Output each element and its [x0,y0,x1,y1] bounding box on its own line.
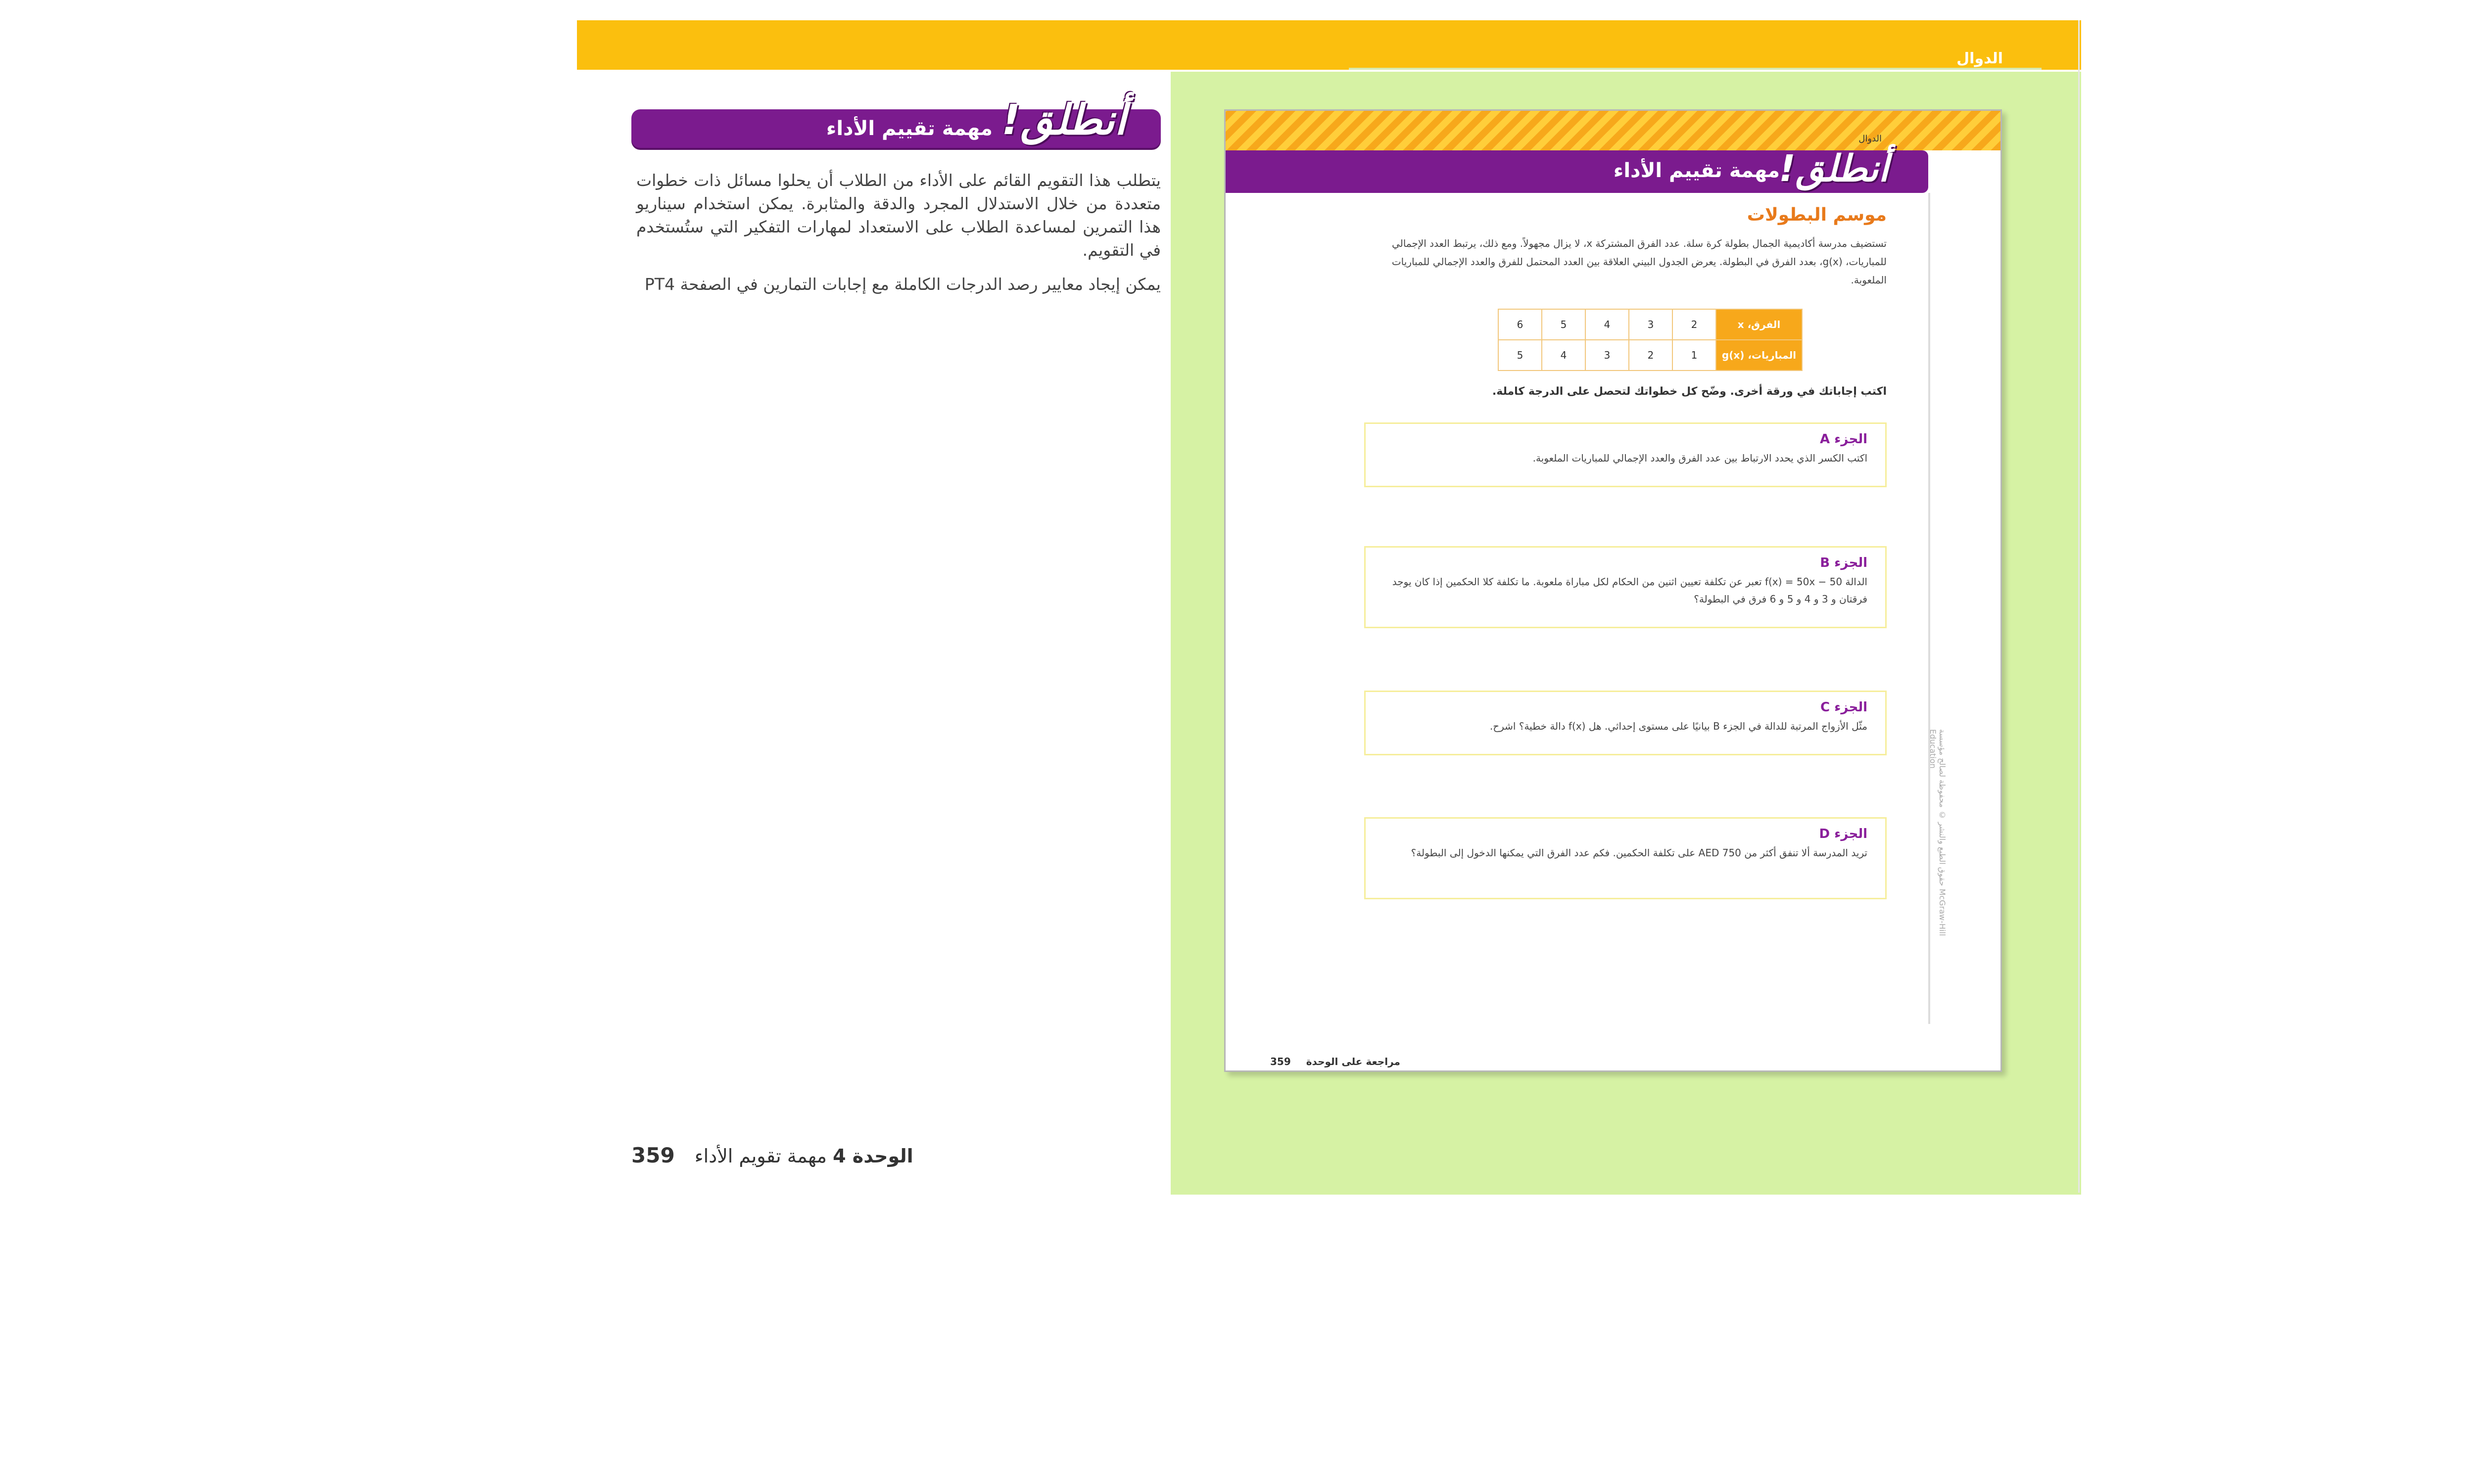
table-cell: 3 [1585,340,1629,371]
teacher-notes [636,169,1161,307]
part-text: مثّل الأزواج المرتبة للدالة في الجزء B بيانيًا على مستوى إحداثي. هل f(x) دالة خطية؟ اشرح. [1489,720,1867,732]
thumb-section-label: الدوال [1858,134,1882,144]
table-cell: 5 [1498,340,1542,371]
thumb-banner-title: مهمة تقييم الأداء [1613,159,1780,182]
stripe-header [1226,111,2000,150]
page-edge [2078,20,2080,1193]
performance-task-banner [631,95,1161,148]
top-rule [1349,68,2042,70]
footer-page-number: 359 [631,1143,675,1167]
table-cell: 5 [1542,309,1585,340]
table-cell: 2 [1629,340,1672,371]
part-b-box [1364,546,1887,628]
page [577,20,2081,1193]
notes-paragraph-2: يمكن إيجاد معايير رصد الدرجات الكاملة مع إجابات التمارين في الصفحة PT4 [644,275,1161,294]
instructions: اكتب إجاباتك في ورقة أخرى. وضّح كل خطواتك لتحصل على الدرجة كاملة. [1492,385,1887,398]
footer-title: مهمة تقويم الأداء [694,1145,827,1167]
table-row-label: الفرق، x [1716,309,1802,340]
part-title: الجزء D [1819,827,1867,841]
section-label: الدوال [1956,50,2003,67]
copyright-note: حقوق الطبع والنشر © محفوظة لصالح مؤسسة McGraw-Hill Education [1928,729,1947,936]
part-title: الجزء A [1819,432,1867,447]
table-cell: 4 [1542,340,1585,371]
page-footer [631,1143,913,1167]
part-text: تريد المدرسة ألا تنفق أكثر من AED 750 على تكلفة الحكمين. فكم عدد الفرق التي يمكنها الدخول إلى البطولة؟ [1411,847,1867,859]
top-band [577,20,2081,70]
part-a-box [1364,422,1887,487]
table-row-label: المباريات، g(x) [1716,340,1802,371]
part-text: اكتب الكسر الذي يحدد الارتباط بين عدد الفرق والعدد الإجمالي للمباريات الملعوبة. [1532,452,1867,464]
table-row [1498,309,1802,340]
thumb-footer-page: 359 [1270,1056,1291,1067]
part-text: الدالة f(x) = 50x − 50 تعبر عن تكلفة تعيين اثنين من الحكام لكل مباراة ملعوبة. ما تكلفة كلا الحكمين إذا كان يوجد فرقتان و 3 و 4 و 5 و 6 فرق في البطولة؟ [1392,576,1867,605]
table-cell: 4 [1585,309,1629,340]
table-row [1498,340,1802,371]
table-cell: 3 [1629,309,1672,340]
table-cell: 6 [1498,309,1542,340]
banner-brand: أنطلق! [1001,95,1126,144]
table-cell: 2 [1672,309,1716,340]
teams-games-table [1498,309,1803,371]
section-title: موسم البطولات [1747,205,1887,225]
part-c-box [1364,691,1887,755]
part-title: الجزء B [1820,556,1867,570]
scenario-text: تستضيف مدرسة أكاديمية الجمال بطولة كرة سلة. عدد الفرق المشتركة x، لا يزال مجهولاً. ومع ذلك، يرتبط العدد الإجمالي للمباريات، g(x)، بعدد الفرق في البطولة. يعرض الجدول البيني العلاقة بين العدد المحتمل للفرق والعدد الإجمالي للمباريات الملعوبة. [1391,237,1887,286]
part-d-box [1364,817,1887,899]
thumb-banner [1226,147,1928,193]
student-page-thumbnail [1224,109,2002,1072]
footer-unit: الوحدة 4 [833,1145,913,1167]
thumb-footer-label: مراجعة على الوحدة [1306,1056,1400,1067]
thumb-footer [1270,1056,1412,1067]
notes-paragraph-1: يتطلب هذا التقويم القائم على الأداء من الطلاب أن يحلوا مسائل ذات خطوات متعددة من خلال الاستدلال المجرد والدقة والمثابرة. يمكن استخدام سيناريو هذا التمرين لمساعدة الطلاب على الاستعداد لمهارات التفكير التي ستُستخدم في التقويم. [636,171,1161,260]
banner-title: مهمة تقييم الأداء [826,117,993,140]
table-cell: 1 [1672,340,1716,371]
part-title: الجزء C [1820,700,1867,715]
thumb-banner-brand: أنطلق! [1779,147,1889,190]
